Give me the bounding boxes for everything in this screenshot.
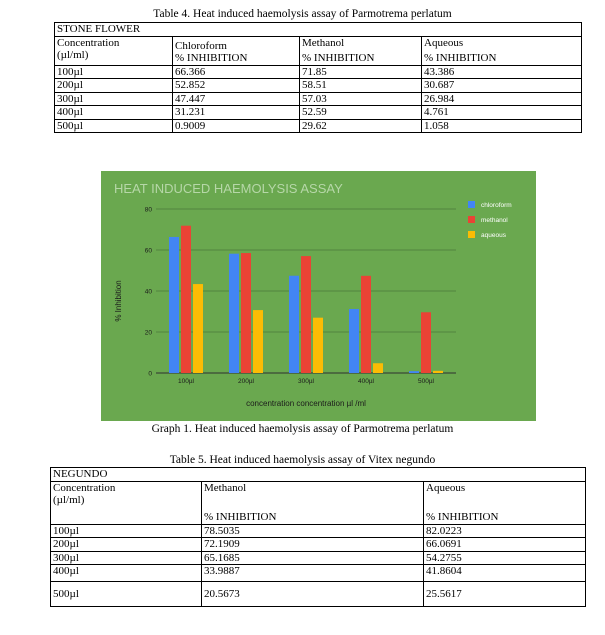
value-cell: 1.058	[422, 119, 582, 133]
bar-aqueous	[373, 363, 383, 373]
y-tick-label: 40	[144, 288, 152, 296]
conc-cell: 100µl	[55, 65, 173, 79]
col-sub: % INHIBITION	[424, 52, 497, 64]
x-tick-label: 100µl	[177, 378, 195, 385]
legend-label-methanol: methanol	[481, 217, 508, 224]
conc-cell: 500µl	[55, 119, 173, 133]
table5-conc-header-line1: Concentration	[53, 481, 116, 494]
table4-group-row	[55, 23, 582, 37]
table5-col-aqueous	[424, 481, 586, 524]
table-row	[51, 551, 586, 565]
y-tick-label: 60	[144, 247, 152, 255]
conc-cell: 500µl	[51, 582, 202, 607]
value-cell: 72.1909	[202, 538, 424, 552]
table5-conc-header	[51, 481, 202, 524]
table-row	[55, 65, 582, 79]
conc-cell: 100µl	[51, 524, 202, 538]
table4-col-methanol	[300, 36, 422, 65]
bar-chloroform	[409, 371, 419, 373]
table4-caption: Table 4. Heat induced haemolysis assay of Parmotrema perlatum	[153, 8, 452, 20]
bar-chloroform	[169, 237, 179, 373]
value-cell: 4.761	[422, 106, 582, 120]
bar-aqueous	[253, 310, 263, 373]
col-sub: % INHIBITION	[175, 52, 248, 64]
haemolysis-bar-chart	[101, 171, 536, 421]
x-axis-label: concentration concentration µl /ml	[246, 399, 366, 408]
bar-methanol	[241, 253, 251, 373]
value-cell: 52.852	[173, 79, 300, 93]
table4-conc-header	[55, 36, 173, 65]
value-cell: 29.62	[300, 119, 422, 133]
chart-title: HEAT INDUCED HAEMOLYSIS ASSAY	[114, 181, 343, 196]
col-sub: % INHIBITION	[426, 511, 499, 523]
legend	[468, 201, 512, 239]
value-cell: 65.1685	[202, 551, 424, 565]
value-cell: 30.687	[422, 79, 582, 93]
x-tick-label: 300µl	[297, 378, 315, 385]
legend-swatch-methanol	[468, 216, 475, 223]
table4-group-label: STONE FLOWER	[55, 23, 582, 37]
x-tick-label: 200µl	[237, 378, 255, 385]
table-row	[51, 538, 586, 552]
value-cell: 82.0223	[424, 524, 586, 538]
bar-aqueous	[193, 284, 203, 373]
table4-col-aqueous	[422, 36, 582, 65]
conc-cell: 400µl	[51, 565, 202, 582]
value-cell: 57.03	[300, 92, 422, 106]
bar-chloroform	[229, 254, 239, 373]
y-tick-label: 80	[144, 206, 152, 214]
table4-conc-header-line2: (µl/ml)	[57, 49, 89, 61]
col-name: Chloroform	[175, 39, 227, 52]
table5	[50, 467, 586, 607]
legend-swatch-chloroform	[468, 201, 475, 208]
conc-cell: 400µl	[55, 106, 173, 120]
conc-cell: 300µl	[55, 92, 173, 106]
col-sub: % INHIBITION	[302, 52, 375, 64]
value-cell: 0.9009	[173, 119, 300, 133]
col-name: Methanol	[204, 481, 247, 494]
conc-cell: 200µl	[51, 538, 202, 552]
graph-caption: Graph 1. Heat induced haemolysis assay of Parmotrema perlatum	[151, 423, 454, 435]
value-cell: 41.8604	[424, 565, 586, 582]
bar-methanol	[181, 226, 191, 373]
table5-conc-header-line2: (µl/ml)	[53, 494, 85, 506]
bar-methanol	[361, 276, 371, 373]
x-tick-label: 500µl	[417, 378, 435, 385]
table4-header-row	[55, 36, 582, 65]
col-sub: % INHIBITION	[204, 511, 277, 523]
value-cell: 31.231	[173, 106, 300, 120]
value-cell: 43.386	[422, 65, 582, 79]
y-tick-label: 0	[148, 370, 152, 378]
value-cell: 66.0691	[424, 538, 586, 552]
bar-methanol	[301, 256, 311, 373]
value-cell: 52.59	[300, 106, 422, 120]
table5-group-label: NEGUNDO	[51, 468, 586, 482]
value-cell: 20.5673	[202, 582, 424, 607]
table-row	[51, 582, 586, 607]
value-cell: 47.447	[173, 92, 300, 106]
table-row	[55, 106, 582, 120]
value-cell: 26.984	[422, 92, 582, 106]
table-row	[51, 524, 586, 538]
bar-aqueous	[433, 371, 443, 373]
table4	[54, 22, 582, 133]
chart-background	[101, 171, 536, 421]
table-row	[55, 119, 582, 133]
conc-cell: 200µl	[55, 79, 173, 93]
table5-group-row	[51, 468, 586, 482]
legend-label-chloroform: chloroform	[481, 202, 512, 209]
table5-header-row	[51, 481, 586, 524]
value-cell: 54.2755	[424, 551, 586, 565]
x-tick-label: 400µl	[357, 378, 375, 385]
legend-swatch-aqueous	[468, 231, 475, 238]
table4-conc-header-line1: Concentration	[57, 36, 120, 49]
value-cell: 71.85	[300, 65, 422, 79]
table-row	[55, 79, 582, 93]
chart-svg	[101, 171, 536, 421]
table-row	[55, 92, 582, 106]
y-tick-label: 20	[144, 329, 152, 337]
col-name: Aqueous	[426, 481, 466, 494]
conc-cell: 300µl	[51, 551, 202, 565]
legend-label-aqueous: aqueous	[481, 232, 506, 239]
table5-caption: Table 5. Heat induced haemolysis assay of Vitex negundo	[169, 454, 436, 466]
col-name: Methanol	[302, 36, 345, 49]
bar-methanol	[421, 312, 431, 373]
y-axis-label: % Inhibition	[114, 280, 123, 322]
bar-aqueous	[313, 318, 323, 373]
value-cell: 25.5617	[424, 582, 586, 607]
value-cell: 78.5035	[202, 524, 424, 538]
value-cell: 66.366	[173, 65, 300, 79]
value-cell: 33.9887	[202, 565, 424, 582]
table4-col-chloroform	[173, 36, 300, 65]
col-name: Aqueous	[424, 36, 464, 49]
table5-col-methanol	[202, 481, 424, 524]
value-cell: 58.51	[300, 79, 422, 93]
bar-chloroform	[349, 309, 359, 373]
bar-chloroform	[289, 276, 299, 373]
table-row	[51, 565, 586, 582]
